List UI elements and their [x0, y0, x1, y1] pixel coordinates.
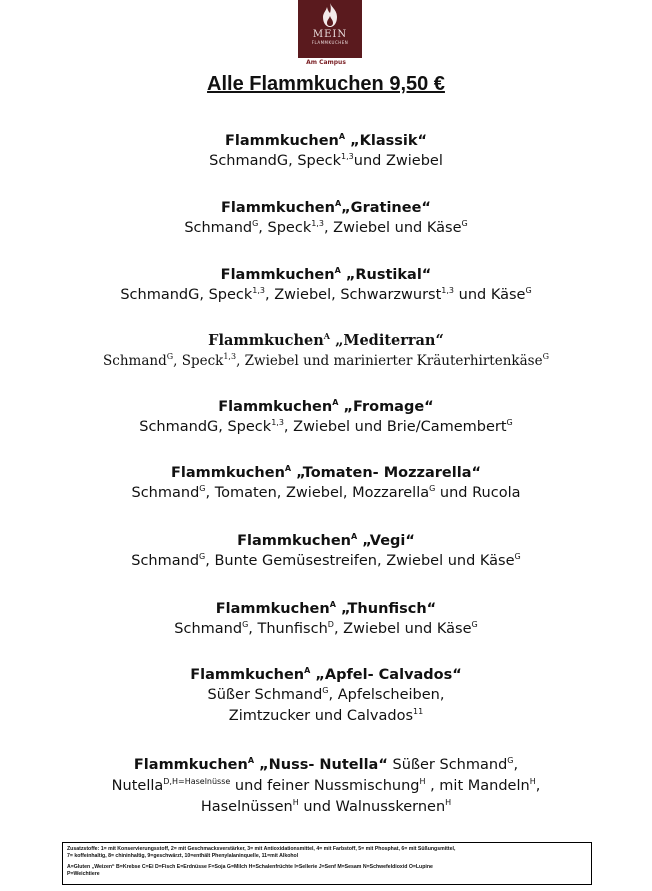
item-name: Flammkuchen$^A$ „Mediterran“: [208, 331, 444, 349]
additives-allergens-legend: [62, 842, 592, 885]
item-description-line-2: Nutella$^{D,H=Haselnüsse}$ und feiner Nussmischung$^H$ , mit Mandeln$^H$,: [111, 777, 541, 794]
item-name: Flammkuchen$^A$ „Rustikal“: [220, 266, 432, 283]
item-name: Flammkuchen$^A$ „Nuss- Nutella“: [133, 756, 388, 773]
menu-item-nuss-nutella: [0, 755, 652, 818]
item-description: Schmand$^G$, Bunte Gemüsestreifen, Zwiebel und Käse$^G$: [131, 552, 521, 569]
item-description-line-2: Zimtzucker und Calvados$^{11}$: [228, 707, 424, 724]
allergens-line-1: A=Gluten „Weizen“ B=Krebse C=Ei D=Fisch E=Erdnüsse F=Soja G=Milch H=Schalenfrüchte I=Sellerie J=Senf M=Sesam N=Schwefeldioxid O=Lupine: [67, 864, 433, 870]
additives-line-1: Zusatzstoffe: 1= mit Konservierungsstoff, 2= mit Geschmacksverstärker, 3= mit Antioxidationsmittel, 4= mit Farbstoff, 5= mit Phosphat, 6= mit Süßungsmittel,: [67, 846, 456, 852]
item-name: Flammkuchen$^A$ „Apfel- Calvados“: [190, 666, 462, 683]
logo-location: Am Campus: [306, 59, 346, 66]
item-description-line-3: Haselnüssen$^H$ und Walnusskernen$^H$: [200, 798, 452, 815]
logo-subtitle: FLAMMKUCHEN: [311, 40, 349, 45]
menu-item-vegi: [0, 531, 652, 572]
menu-item-klassik: [0, 131, 652, 172]
item-name: Flammkuchen$^A$ „Thunfisch“: [215, 600, 437, 617]
menu-item-fromage: [0, 397, 652, 438]
page-title: Alle Flammkuchen 9,50 €: [207, 73, 445, 95]
item-name: Flammkuchen$^A$„Gratinee“: [221, 199, 431, 216]
menu-item-gratinee: [0, 198, 652, 239]
allergens-line-2: P=Weichtiere: [67, 871, 100, 877]
additives-line-2: 7= koffeinhaltig, 8= chininhaltig, 9=geschwärzt, 10=enthält Phenylalaninquelle, 11=mit Alkohol: [67, 853, 299, 859]
item-description: Schmand$^G$, Thunfisch$^D$, Zwiebel und Käse$^G$: [174, 620, 478, 637]
item-description: Schmand$^G$, Speck$^{1,3}$, Zwiebel und Käse$^G$: [184, 219, 468, 236]
item-description-line-1: Flammkuchen$^A$ „Nuss- Nutella“ Süßer Schmand$^G$,: [133, 756, 519, 773]
item-description: SchmandG, Speck$^{1,3}$, Zwiebel, Schwarzwurst$^{1,3}$ und Käse$^G$: [120, 286, 532, 303]
restaurant-logo: [298, 0, 362, 58]
item-name: Flammkuchen$^A$ „Fromage“: [218, 398, 434, 415]
item-name: Flammkuchen$^A$ „Klassik“: [224, 132, 428, 149]
item-description: Schmand$^G$, Tomaten, Zwiebel, Mozzarella$^G$ und Rucola: [131, 484, 521, 501]
item-description: SchmandG, Speck$^{1,3}$und Zwiebel: [209, 152, 443, 169]
item-description: SchmandG, Speck$^{1,3}$, Zwiebel und Brie/Camembert$^G$: [139, 418, 513, 435]
menu-item-apfel-calvados: [0, 665, 652, 727]
menu-item-mediterran: [0, 331, 652, 372]
item-name: Flammkuchen$^A$ „Vegi“: [237, 532, 415, 549]
flame-icon: [319, 2, 341, 28]
logo-wordmark: MEIN: [312, 29, 348, 40]
item-name: Flammkuchen$^A$ „Tomaten- Mozzarella“: [170, 464, 482, 481]
menu-item-rustikal: [0, 265, 652, 306]
item-description-line-1: Süßer Schmand$^G$, Apfelscheiben,: [207, 686, 445, 703]
menu-item-thunfisch: [0, 599, 652, 640]
menu-item-tomaten-mozzarella: [0, 463, 652, 504]
item-description: Schmand$^G$, Speck$^{1,3}$, Zwiebel und marinierter Kräuterhirtenkäse$^G$: [103, 352, 549, 369]
